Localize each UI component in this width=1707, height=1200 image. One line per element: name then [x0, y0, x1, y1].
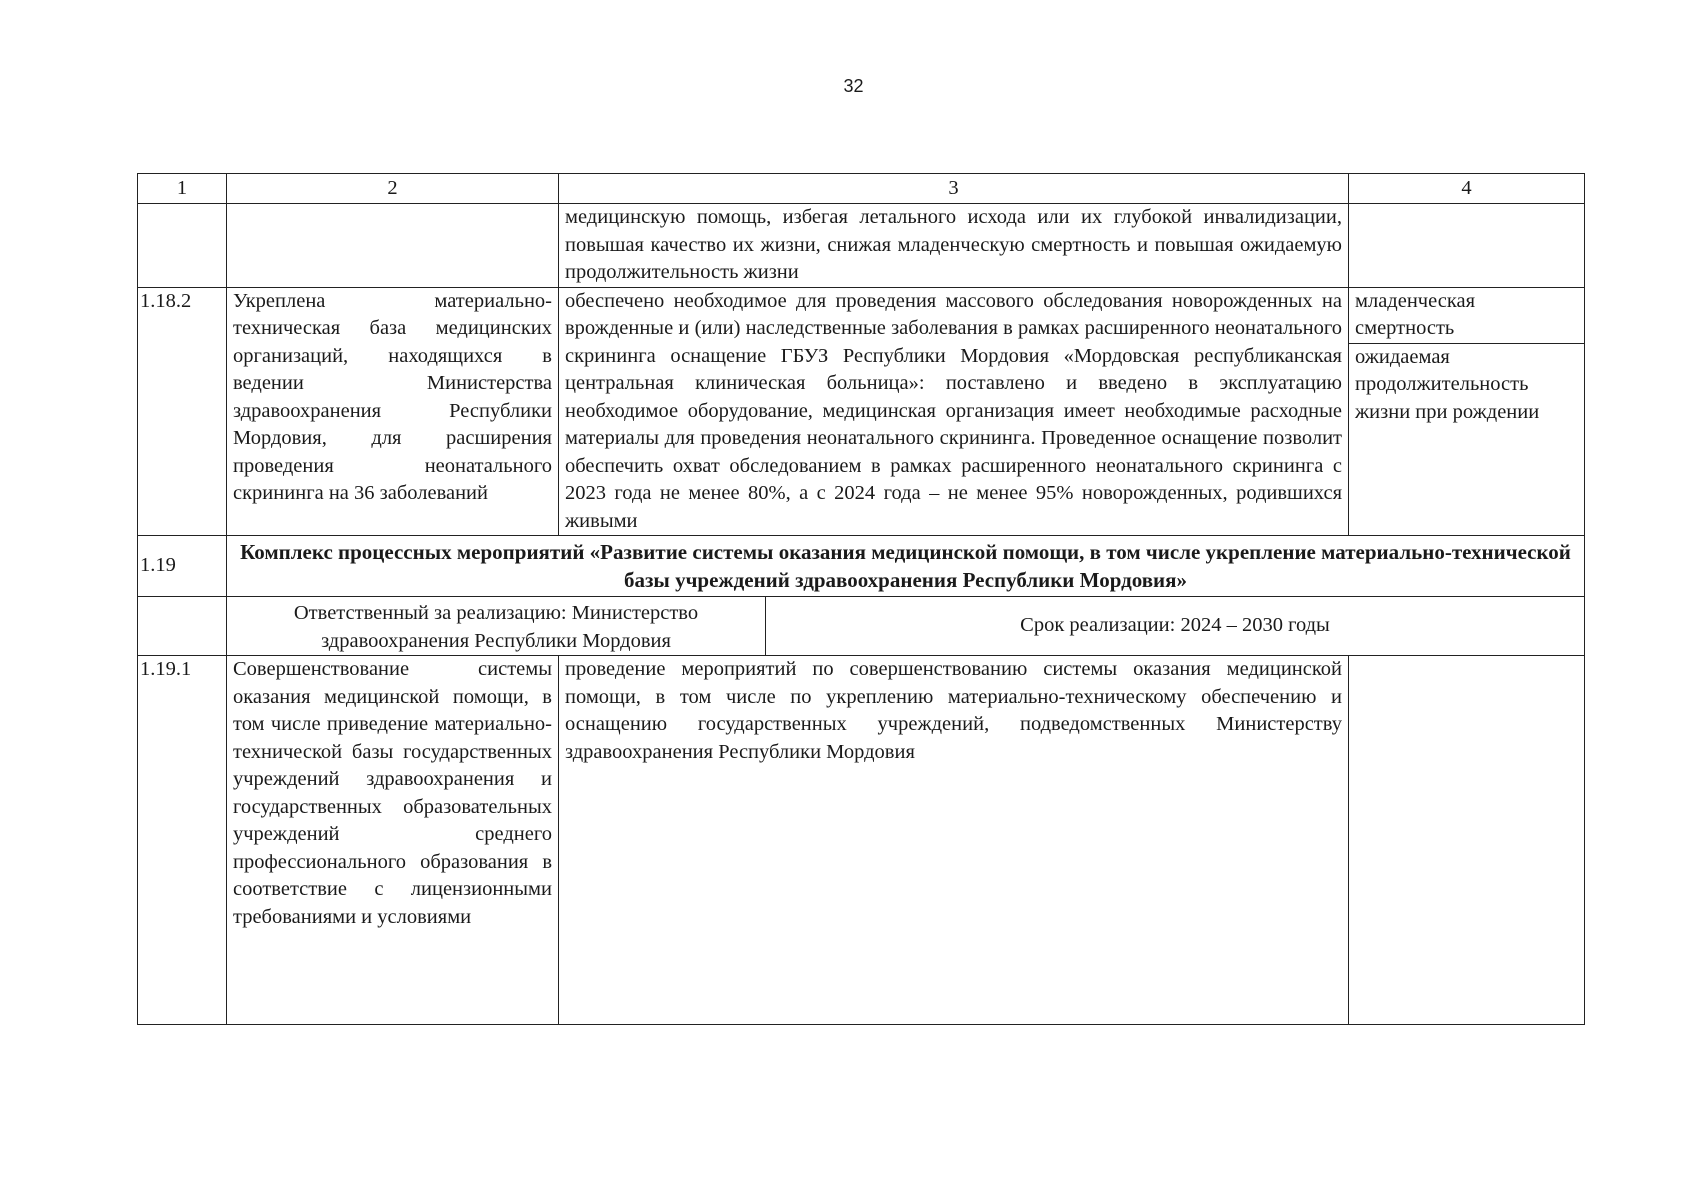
continuation-name — [227, 204, 559, 288]
header-col-2: 2 — [227, 174, 559, 204]
indicators-cell — [1349, 656, 1585, 1025]
indicators-cell — [1349, 287, 1585, 536]
page-number: 32 — [843, 76, 864, 96]
row-number: 1.18.2 — [138, 287, 227, 536]
section-row-1-19 — [138, 536, 1585, 597]
section-number: 1.19 — [138, 536, 227, 597]
responsible-row — [138, 597, 1585, 656]
continuation-text: медицинскую помощь, избегая летального исхода или их глубокой инвалидизации, повышая качество их жизни, снижая младенческую смертность и повышая ожидаемую продолжительность жизни — [559, 204, 1349, 288]
continuation-indicator — [1349, 204, 1585, 288]
table-row-1-18-2 — [138, 287, 1585, 536]
measure-description: проведение мероприятий по совершенствованию системы оказания медицинской помощи, в том числе по укреплению материально-техническому обеспечению и оснащению государственных учреждений, подведомственных Министерству здравоохранения Республики Мордовия — [559, 656, 1349, 1025]
measure-name: Укреплена материально-техническая база медицинских организаций, находящихся в ведении Министерства здравоохранения Республики Мордовия, для расширения проведения неонатального скрининга на 36 заболеваний — [227, 287, 559, 536]
table-row-1-19-1 — [138, 656, 1585, 1025]
measures-table — [137, 173, 1585, 1025]
continuation-row — [138, 204, 1585, 288]
row-number: 1.19.1 — [138, 656, 227, 1025]
indicator-life-expectancy: ожидаемая продолжительность жизни при рождении — [1349, 343, 1584, 427]
header-row — [138, 174, 1585, 204]
implementation-period: Срок реализации: 2024 – 2030 годы — [1020, 614, 1330, 637]
header-col-4: 4 — [1349, 174, 1585, 204]
continuation-num — [138, 204, 227, 288]
responsible-text: Ответственный за реализацию: Министерство здравоохранения Республики Мордовия — [227, 597, 766, 655]
responsible-cell — [227, 597, 1585, 656]
indicator-infant-mortality: младенческая смертность — [1355, 289, 1475, 339]
measure-name: Совершенствование системы оказания медицинской помощи, в том числе приведение материально-технической базы государственных учреждений здравоохранения и государственных образовательных учреждений среднего профессионального образования в соответствие с лицензионными требованиями и условиями — [227, 656, 559, 1025]
responsible-num — [138, 597, 227, 656]
header-col-3: 3 — [559, 174, 1349, 204]
header-col-1: 1 — [138, 174, 227, 204]
section-title: Комплекс процессных мероприятий «Развитие системы оказания медицинской помощи, в том числе укрепление материально-технической базы учреждений здравоохранения Республики Мордовия» — [227, 536, 1585, 597]
measure-description: обеспечено необходимое для проведения массового обследования новорожденных на врожденные и (или) наследственные заболевания в рамках расширенного неонатального скрининга оснащение ГБУЗ Республики Мордовия «Мордовская республиканская центральная клиническая больница»: поставлено и введено в эксплуатацию необходимое оборудование, медицинская организация имеет необходимые расходные материалы для проведения неонатального скрининга. Проведенное оснащение позволит обеспечить охват обследованием в рамках расширенного неонатального скрининга с 2023 года не менее 80%, а с 2024 года – не менее 95% новорожденных, родившихся живыми — [559, 287, 1349, 536]
